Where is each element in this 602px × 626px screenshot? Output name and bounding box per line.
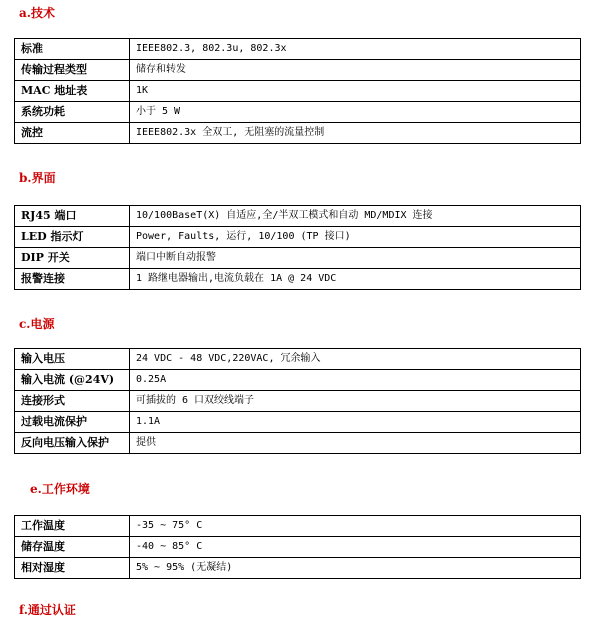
section-title-environment bbox=[30, 480, 90, 497]
table-row bbox=[15, 412, 581, 433]
spec-value: 1.1A bbox=[130, 412, 581, 433]
section-letter: f. bbox=[19, 603, 28, 617]
table-row bbox=[15, 370, 581, 391]
table-row bbox=[15, 558, 581, 579]
spec-key: 相对湿度 bbox=[15, 558, 130, 579]
spec-key: 流控 bbox=[15, 123, 130, 144]
spec-value: IEEE802.3, 802.3u, 802.3x bbox=[130, 39, 581, 60]
table-row bbox=[15, 248, 581, 269]
table-row bbox=[15, 391, 581, 412]
section-name: 界面 bbox=[31, 171, 56, 185]
section-letter: e. bbox=[30, 482, 42, 496]
spec-value: 1 路继电器输出,电流负载在 1A @ 24 VDC bbox=[130, 269, 581, 290]
table-row bbox=[15, 60, 581, 81]
spec-value: -35 ~ 75° C bbox=[130, 516, 581, 537]
spec-value: 24 VDC - 48 VDC,220VAC, 冗余输入 bbox=[130, 349, 581, 370]
spec-table-environment bbox=[14, 515, 581, 579]
table-row bbox=[15, 206, 581, 227]
spec-key: MAC 地址表 bbox=[15, 81, 130, 102]
table-row bbox=[15, 349, 581, 370]
section-letter: c. bbox=[19, 317, 31, 331]
spec-table-interface bbox=[14, 205, 581, 290]
section-letter: a. bbox=[19, 6, 31, 20]
section-title-interface bbox=[19, 169, 56, 186]
section-title-technology bbox=[19, 4, 55, 21]
table-row bbox=[15, 81, 581, 102]
spec-value: Power, Faults, 运行, 10/100 (TP 接口) bbox=[130, 227, 581, 248]
table-row bbox=[15, 537, 581, 558]
spec-value: 储存和转发 bbox=[130, 60, 581, 81]
spec-key: 连接形式 bbox=[15, 391, 130, 412]
spec-key: 反向电压输入保护 bbox=[15, 433, 130, 454]
spec-key: 报警连接 bbox=[15, 269, 130, 290]
section-name: 技术 bbox=[30, 6, 55, 20]
spec-key: 储存温度 bbox=[15, 537, 130, 558]
spec-value: 提供 bbox=[130, 433, 581, 454]
spec-key: LED 指示灯 bbox=[15, 227, 130, 248]
spec-key: 输入电压 bbox=[15, 349, 130, 370]
table-row bbox=[15, 433, 581, 454]
spec-value: 可插拔的 6 口双绞线端子 bbox=[130, 391, 581, 412]
spec-key: 工作温度 bbox=[15, 516, 130, 537]
table-row bbox=[15, 123, 581, 144]
table-row bbox=[15, 516, 581, 537]
spec-value: 10/100BaseT(X) 自适应,全/半双工模式和自动 MD/MDIX 连接 bbox=[130, 206, 581, 227]
spec-value: 5% ~ 95% (无凝结) bbox=[130, 558, 581, 579]
spec-key: 标准 bbox=[15, 39, 130, 60]
section-title-certification bbox=[19, 601, 76, 618]
table-row bbox=[15, 227, 581, 248]
spec-table-technology bbox=[14, 38, 581, 144]
spec-value: IEEE802.3x 全双工, 无阻塞的流量控制 bbox=[130, 123, 581, 144]
spec-value: 端口中断自动报警 bbox=[130, 248, 581, 269]
spec-value: -40 ~ 85° C bbox=[130, 537, 581, 558]
table-row bbox=[15, 102, 581, 123]
section-letter: b. bbox=[19, 171, 32, 185]
spec-key: 输入电流 (@24V) bbox=[15, 370, 130, 391]
table-row bbox=[15, 269, 581, 290]
section-name: 工作环境 bbox=[41, 482, 90, 496]
spec-key: 过载电流保护 bbox=[15, 412, 130, 433]
spec-key: DIP 开关 bbox=[15, 248, 130, 269]
spec-value: 1K bbox=[130, 81, 581, 102]
section-title-power bbox=[19, 315, 55, 332]
spec-key: 传输过程类型 bbox=[15, 60, 130, 81]
table-row bbox=[15, 39, 581, 60]
section-name: 电源 bbox=[30, 317, 55, 331]
spec-key: 系统功耗 bbox=[15, 102, 130, 123]
spec-value: 0.25A bbox=[130, 370, 581, 391]
spec-key: RJ45 端口 bbox=[15, 206, 130, 227]
section-name: 通过认证 bbox=[27, 603, 76, 617]
spec-table-power bbox=[14, 348, 581, 454]
spec-value: 小于 5 W bbox=[130, 102, 581, 123]
